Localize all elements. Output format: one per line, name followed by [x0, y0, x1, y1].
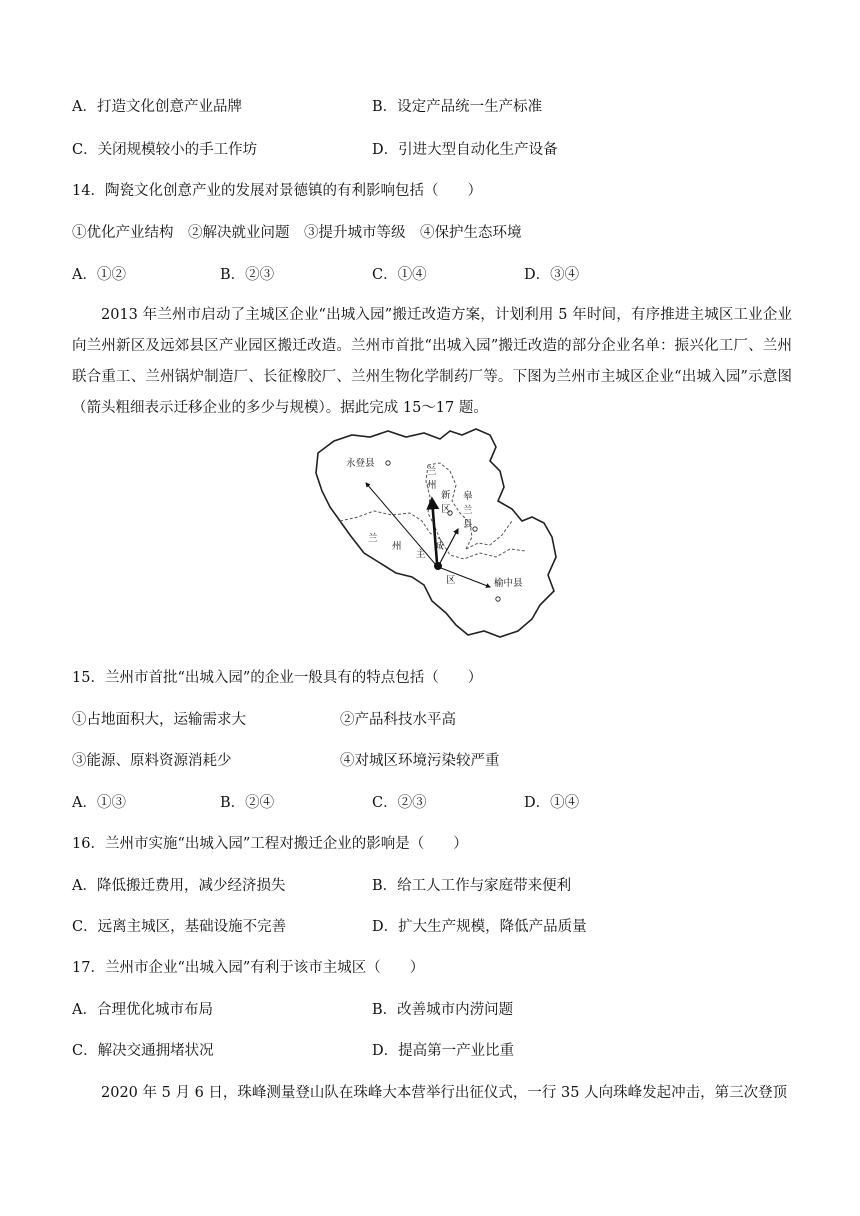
q13-option-a: A．打造文化创意产业品牌 — [72, 99, 242, 115]
q15-option-d: D．①④ — [524, 795, 580, 811]
q16-stem: 16．兰州市实施“出城入园”工程对搬迁企业的影响是（ ） — [72, 836, 468, 852]
q15-option-a: A．①③ — [72, 795, 126, 811]
q14-stem: 14．陶瓷文化创意产业的发展对景德镇的有利影响包括（ ） — [72, 183, 482, 199]
q14-option-b: B．②③ — [220, 267, 275, 283]
q16-option-c: C．远离主城区，基础设施不完善 — [72, 919, 287, 935]
label-xinqu-1: 兰 — [427, 466, 437, 477]
q13-option-b: B．设定产品统一生产标准 — [372, 99, 543, 115]
label-yongdeng: 永登县 — [346, 458, 375, 469]
q14-option-a: A．①② — [72, 267, 126, 283]
q14-statements: ①优化产业结构 ②解决就业问题 ③提升城市等级 ④保护生态环境 — [72, 225, 522, 241]
q17-option-a: A．合理优化城市布局 — [72, 1002, 213, 1018]
label-zhucheng-5: 区 — [446, 575, 456, 586]
label-xinqu-2: 州 — [427, 480, 437, 491]
passage — [72, 300, 792, 424]
label-gaolan-3: 县 — [463, 519, 473, 530]
next-passage-start: 2020 年 5 月 6 日，珠峰测量登山队在珠峰大本营举行出征仪式，一行 35 人向珠峰发起冲击，第三次登顶 — [101, 1085, 788, 1101]
q14-option-d: D．③④ — [524, 267, 580, 283]
label-gaolan-2: 兰 — [463, 505, 473, 516]
q13-option-d: D．引进大型自动化生产设备 — [372, 142, 558, 158]
q13-option-c: C．关闭规模较小的手工作坊 — [72, 142, 258, 158]
label-gaolan-1: 皋 — [463, 491, 473, 502]
passage-text: 2013 年兰州市启动了主城区企业“出城入园”搬迁改造方案，计划利用 5 年时间，有序推进主城区工业企业向兰州新区及远郊县区产业园区搬迁改造。兰州市首批“出城入园”搬迁改造的部分企业名单：振兴化工厂、兰州联合重工、兰州锅炉制造厂、长征橡胶厂、兰州生物化学制药厂等。下图为兰州市主城区企业“出城入园”示意图（箭头粗细表示迁移企业的多少与规模）。据此完成 15～17 题。 — [72, 307, 792, 416]
q16-option-d: D．扩大生产规模，降低产品质量 — [372, 919, 587, 935]
label-yuzhong: 榆中县 — [494, 578, 523, 589]
gaolan-marker — [473, 527, 477, 531]
q17-option-d: D．提高第一产业比重 — [372, 1043, 515, 1059]
q15-statement-1: ①占地面积大，运输需求大 — [72, 712, 246, 728]
lanzhou-relocation-map — [300, 425, 560, 640]
label-zhucheng-1: 兰 — [368, 533, 378, 544]
q16-option-a: A．降低搬迁费用，减少经济损失 — [72, 878, 286, 894]
yongdeng-marker — [386, 461, 390, 465]
yuzhong-marker — [496, 597, 500, 601]
q16-option-b: B．给工人工作与家庭带来便利 — [372, 878, 572, 894]
label-zhucheng-3: 主 — [416, 549, 426, 560]
q15-option-b: B．②④ — [220, 795, 275, 811]
q15-statement-3: ③能源、原料资源消耗少 — [72, 753, 232, 769]
district-boundary — [340, 511, 440, 539]
q15-statement-4: ④对城区环境污染较严重 — [340, 753, 500, 769]
arrow-to-xinqu — [432, 499, 437, 563]
q17-option-c: C．解决交通拥堵状况 — [72, 1043, 214, 1059]
label-zhucheng-2: 州 — [392, 541, 402, 552]
q17-option-b: B．改善城市内涝问题 — [372, 1002, 514, 1018]
district-boundary — [466, 521, 512, 549]
q17-stem: 17．兰州市企业“出城入园”有利于该市主城区（ ） — [72, 960, 425, 976]
label-xinqu-4: 区 — [441, 504, 451, 515]
label-zhucheng-4: 城 — [434, 541, 444, 552]
q15-stem: 15．兰州市首批“出城入园”的企业一般具有的特点包括（ ） — [72, 670, 483, 686]
q15-option-c: C．②③ — [372, 795, 427, 811]
district-boundary — [440, 539, 526, 559]
q14-option-c: C．①④ — [372, 267, 427, 283]
label-xinqu-3: 新 — [441, 490, 451, 501]
main-district-point — [434, 562, 442, 570]
q15-statement-2: ②产品科技水平高 — [340, 712, 456, 728]
